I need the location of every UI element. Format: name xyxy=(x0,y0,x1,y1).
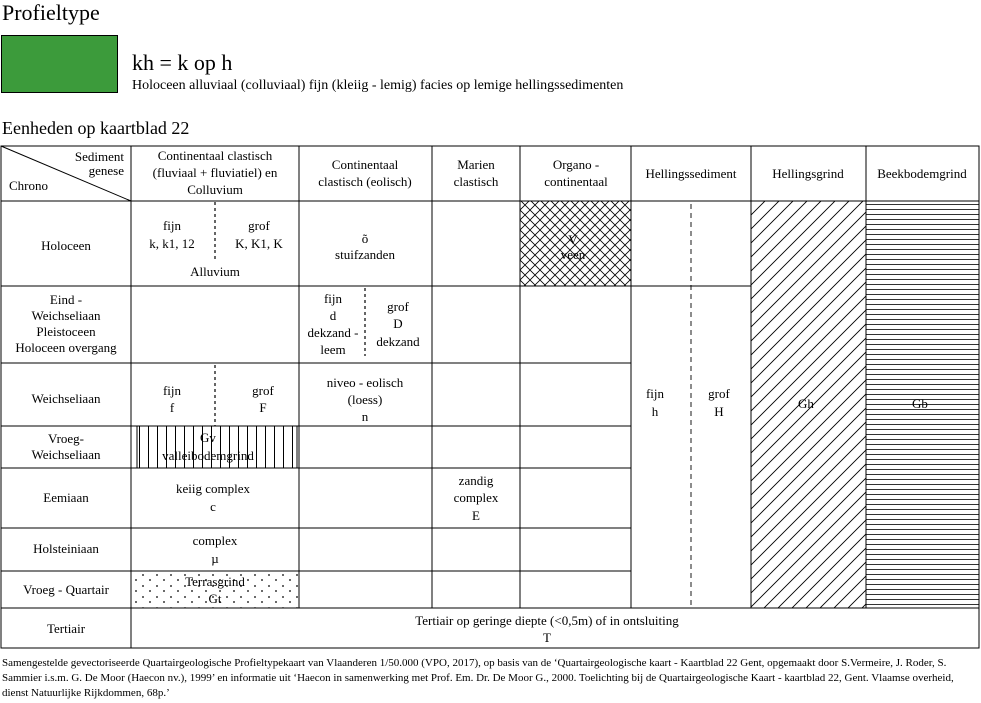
row-eemiaan: Eemiaan xyxy=(43,490,89,505)
cell-holoceen-grof-codes: K, K1, K xyxy=(235,236,283,251)
cell-holoceen-grof: grof xyxy=(248,218,270,233)
row-vroeg-weichseliaan-line1: Vroeg- xyxy=(47,431,85,446)
cell-stuifzanden-code: õ xyxy=(361,231,369,246)
row-eind-line1: Eind - xyxy=(49,292,83,307)
cell-dekzand-leem-line2: leem xyxy=(320,342,346,357)
cell-hellingssediment-fijn-code: h xyxy=(651,404,659,419)
cell-terrasgrind: Terrasgrind xyxy=(185,574,245,589)
cell-keiig-complex: keiig complex xyxy=(175,481,251,496)
cell-weichseliaan-fijn-code: f xyxy=(169,400,175,415)
cell-veen: veen xyxy=(560,247,586,262)
row-vroeg-quartair: Vroeg - Quartair xyxy=(23,582,109,597)
cell-zandig-line2: complex xyxy=(453,490,499,505)
cell-beekbodemgrind-code: Gb xyxy=(912,396,928,411)
page-title: Profieltype xyxy=(2,0,100,25)
corner-sediment: Sediment xyxy=(74,149,124,164)
row-holsteiniaan: Holsteiniaan xyxy=(33,541,99,556)
header-col7: Beekbodemgrind xyxy=(877,166,967,181)
row-tertiair: Tertiair xyxy=(46,621,86,636)
cell-stuifzanden: stuifzanden xyxy=(335,247,395,262)
corner-chrono: Chrono xyxy=(9,178,48,193)
source-footnote: Samengestelde gevectoriseerde Quartairgeologische Profieltypekaart van Vlaanderen 1/50.000 (VPO, 2017), op basis van de ‘Quartairgeologische kaart - Kaartblad 22 Gent, opgemaakt door S.Vermeire, J. Roder, S. Sammier i.s.m. G. De Moor (Haecon nv.), 1999’ en informatie uit ‘Haecon in samenwerking met Prof. Em. Dr. De Moor G., 2000. Toelichting bij de Quartairgeologische Kaart - kaartblad 22, Gent. Vlaamse overheid, dienst Natuurlijke Rijkdommen, 68p.’ xyxy=(2,657,954,699)
header-col2-line1: Continentaal xyxy=(331,157,399,172)
header-col1-line3: Colluvium xyxy=(187,182,243,197)
cell-loess-line1: niveo - eolisch xyxy=(326,375,404,390)
cell-dekzand-fijn-code: d xyxy=(329,308,337,323)
cell-complex: complex xyxy=(192,533,238,548)
header-col3-line2: clastisch xyxy=(453,174,499,189)
cell-valleibodemgrind: valleibodemgrind xyxy=(162,448,254,463)
row-eind-line2: Weichseliaan xyxy=(31,308,101,323)
corner-genese: genese xyxy=(88,163,124,178)
header-col2-line2: clastisch (eolisch) xyxy=(318,174,412,189)
legend-description: Holoceen alluviaal (colluviaal) fijn (kleiig - lemig) facies op lemige hellingssedimenten xyxy=(132,78,624,93)
header-col4-line1: Organo - xyxy=(552,157,600,172)
row-vroeg-weichseliaan-line2: Weichseliaan xyxy=(31,447,101,462)
header-col1-line2: (fluviaal + fluviatiel) en xyxy=(152,165,278,180)
cell-loess-line2: (loess) xyxy=(347,392,383,407)
cell-loess-code: n xyxy=(361,409,369,424)
cell-holoceen-fijn: fijn xyxy=(162,218,182,233)
header-col6: Hellingsgrind xyxy=(772,166,844,181)
row-holoceen: Holoceen xyxy=(41,238,91,253)
header-col1-line1: Continentaal clastisch xyxy=(157,148,273,163)
header-col5: Hellingssediment xyxy=(645,166,737,181)
cell-terrasgrind-code: Gt xyxy=(208,591,222,606)
cell-dekzand-fijn: fijn xyxy=(323,291,343,306)
cell-zandig-line1: zandig xyxy=(458,473,494,488)
row-eind-line4: Holoceen overgang xyxy=(15,340,117,355)
cell-dekzand-grof-code: D xyxy=(393,316,403,331)
header-col4-line2: continentaal xyxy=(544,174,608,189)
cell-zandig-code: E xyxy=(472,508,480,523)
row-eind-line3: Pleistoceen xyxy=(36,324,96,339)
cell-hellingssediment-grof: grof xyxy=(708,386,730,401)
cell-weichseliaan-fijn: fijn xyxy=(162,383,182,398)
cell-dekzand: dekzand xyxy=(376,334,420,349)
section-subtitle: Eenheden op kaartblad 22 xyxy=(2,118,190,138)
cell-holoceen-fijn-codes: k, k1, 12 xyxy=(149,236,195,251)
cell-tertiair: Tertiair op geringe diepte (<0,5m) of in ontsluiting xyxy=(415,613,679,628)
cell-weichseliaan-grof: grof xyxy=(252,383,274,398)
cell-weichseliaan-grof-code: F xyxy=(259,400,267,415)
cell-complex-code: µ xyxy=(211,551,219,566)
row-weichseliaan: Weichseliaan xyxy=(31,391,101,406)
cell-hellingssediment-grof-code: H xyxy=(714,404,724,419)
cell-hellingssediment-fijn: fijn xyxy=(645,386,665,401)
cell-dekzand-grof: grof xyxy=(387,299,409,314)
cell-keiig-complex-code: c xyxy=(210,499,216,514)
cell-veen-code: V xyxy=(568,232,578,247)
cell-alluvium: Alluvium xyxy=(190,264,240,279)
legend-code: kh = k op h xyxy=(132,50,233,75)
header-col3-line1: Marien xyxy=(457,157,495,172)
cell-hellingsgrind-code: Gh xyxy=(798,396,814,411)
cell-tertiair-code: T xyxy=(543,630,551,645)
cell-dekzand-leem-line1: dekzand - xyxy=(307,325,359,340)
cell-valleibodemgrind-code: Gv xyxy=(200,430,216,445)
